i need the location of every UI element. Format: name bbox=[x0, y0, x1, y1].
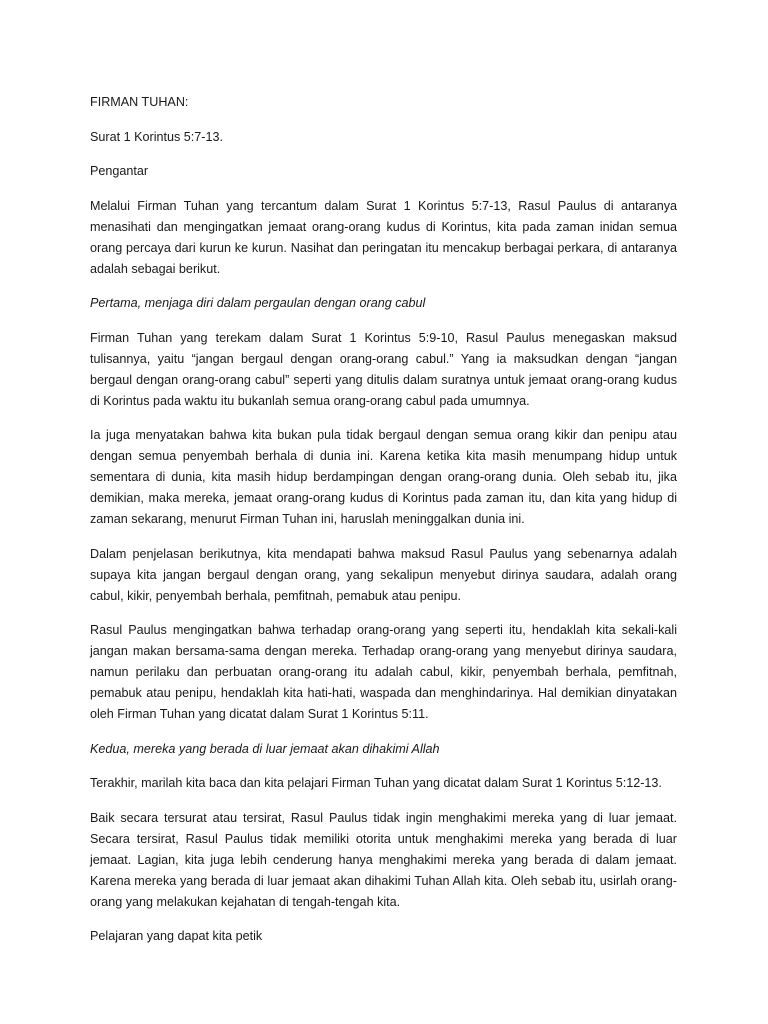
paragraph-first-4: Rasul Paulus mengingatkan bahwa terhadap orang-orang yang seperti itu, hendaklah kita sekali-kali jangan makan bersama-sama dengan mereka. Terhadap orang-orang yang menyebut dirinya saudara, namun perilaku dan perbuatan orang-orang itu adalah cabul, kikir, penyembah berhala, pemfitnah, pemabuk atau penipu, hendaklah kita hati-hati, waspada dan menghindarinya. Hal demikian dinyatakan oleh Firman Tuhan yang dicatat dalam Surat 1 Korintus 5:11. bbox=[90, 623, 677, 721]
paragraph-first-3: Dalam penjelasan berikutnya, kita mendapati bahwa maksud Rasul Paulus yang sebenarnya adalah supaya kita jangan bergaul dengan orang, yang sekalipun menyebut dirinya saudara, adalah orang cabul, kikir, penyembah berhala, pemfitnah, pemabuk atau penipu. bbox=[90, 546, 677, 603]
scripture-reference: Surat 1 Korintus 5:7-13. bbox=[90, 129, 224, 144]
paragraph-intro: Melalui Firman Tuhan yang tercantum dalam Surat 1 Korintus 5:7-13, Rasul Paulus di antaranya menasihati dan mengingatkan jemaat orang-orang kudus di Korintus, kita pada zaman inidan semua orang percaya dari kurun ke kurun. Nasihat dan peringatan itu mencakup berbagai perkara, di antaranya adalah sebagai berikut. bbox=[90, 198, 677, 276]
intro-heading: Pengantar bbox=[90, 164, 149, 178]
section-heading-first: Pertama, menjaga diri dalam pergaulan dengan orang cabul bbox=[90, 296, 426, 310]
paragraph-second-1: Terakhir, marilah kita baca dan kita pelajari Firman Tuhan yang dicatat dalam Surat 1 Korintus 5:12-13. bbox=[90, 776, 662, 790]
lesson-heading: Pelajaran yang dapat kita petik bbox=[90, 929, 263, 943]
paragraph-second-2: Baik secara tersurat atau tersirat, Rasul Paulus tidak ingin menghakimi mereka yang di luar jemaat. Secara tersirat, Rasul Paulus tidak memiliki otorita untuk menghakimi mereka yang berada di luar jemaat. Lagian, kita juga lebih cenderung hanya menghakimi mereka yang berada di dalam jemaat. Karena mereka yang berada di luar jemaat akan dihakimi Tuhan Allah kita. Oleh sebab itu, usirlah orang-orang yang melakukan kejahatan di tengah-tengah kita. bbox=[90, 810, 677, 909]
section-heading-second: Kedua, mereka yang berada di luar jemaat akan dihakimi Allah bbox=[90, 741, 440, 756]
paragraph-first-2: Ia juga menyatakan bahwa kita bukan pula tidak bergaul dengan semua orang kikir dan penipu atau dengan semua penyembah berhala di dunia ini. Karena ketika kita masih menumpang hidup untuk sementara di dunia, kita masih hidup berdampingan dengan orang-orang dunia. Oleh sebab itu, jika demikian, maka mereka, jemaat orang-orang kudus di Korintus pada zaman itu, dan kita yang hidup di zaman sekarang, menurut Firman Tuhan ini, haruslah meninggalkan dunia ini. bbox=[90, 428, 677, 526]
document-page bbox=[90, 92, 677, 961]
document-heading: FIRMAN TUHAN: bbox=[90, 95, 189, 109]
paragraph-first-1: Firman Tuhan yang terekam dalam Surat 1 Korintus 5:9-10, Rasul Paulus menegaskan maksud tulisannya, yaitu “jangan bergaul dengan orang-orang cabul.” Yang ia maksudkan dengan “jangan bergaul dengan orang-orang cabul” seperti yang ditulis dalam suratnya untuk jemaat orang-orang kudus di Korintus pada waktu itu bukanlah semua orang-orang cabul pada umumnya. bbox=[90, 330, 677, 408]
